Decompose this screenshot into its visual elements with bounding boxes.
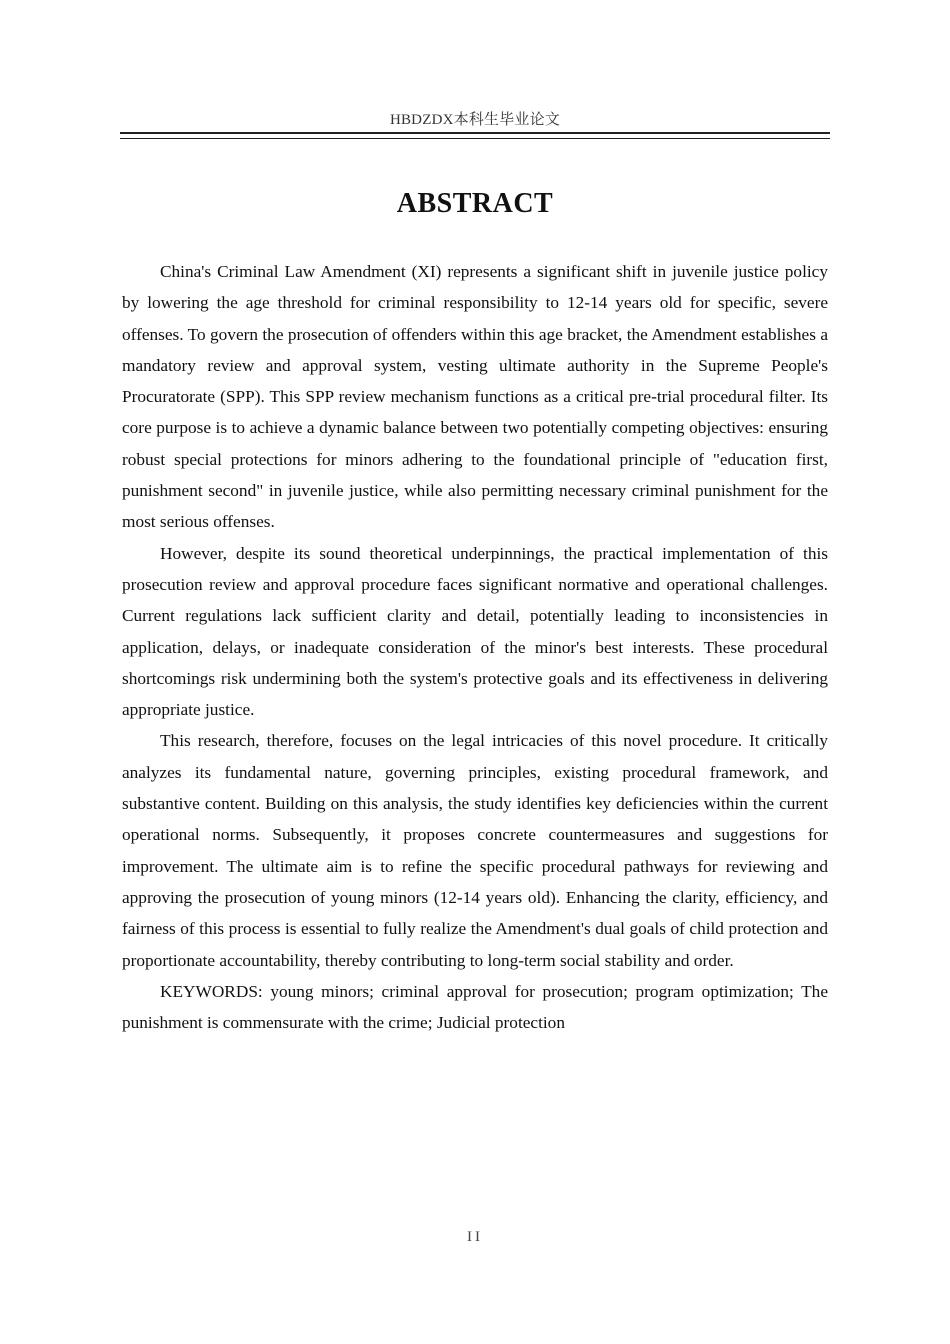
abstract-title: ABSTRACT <box>396 188 554 219</box>
page-header: HBDZDX本科生毕业论文 <box>389 112 561 128</box>
abstract-paragraph-3: This research, therefore, focuses on the legal intricacies of this novel procedure. It critically analyzes its fundamental nature, governing principles, existing procedural framework, and substantive content. Building on this analysis, the study identifies key deficiencies within the current operational norms. Subsequently, it proposes concrete countermeasures and suggestions for improvement. The ultimate aim is to refine the specific procedural pathways for reviewing and approving the prosecution of young minors (12-14 years old). Enhancing the clarity, efficiency, and fairness of this process is essential to fully realize the Amendment's dual goals of child protection and proportionate accountability, thereby contributing to long-term social stability and order. <box>122 731 828 970</box>
header-divider <box>120 132 830 139</box>
abstract-paragraph-1: China's Criminal Law Amendment (XI) represents a significant shift in juvenile justice policy by lowering the age threshold for criminal responsibility to 12-14 years old for specific, severe offenses. To govern the prosecution of offenders within this age bracket, the Amendment establishes a mandatory review and approval system, vesting ultimate authority in the Supreme People's Procuratorate (SPP). This SPP review mechanism functions as a critical pre-trial procedural filter. Its core purpose is to achieve a dynamic balance between two potentially competing objectives: ensuring robust special protections for minors adhering to the foundational principle of "education first, punishment second" in juvenile justice, while also permitting necessary criminal punishment for the most serious offenses. <box>122 262 828 532</box>
abstract-paragraph-2: However, despite its sound theoretical underpinnings, the practical implementation of this prosecution review and approval procedure faces significant normative and operational challenges. Current regulations lack sufficient clarity and detail, potentially leading to inconsistencies in application, delays, or inadequate consideration of the minor's best interests. These procedural shortcomings risk undermining both the system's protective goals and its effectiveness in delivering appropriate justice. <box>122 543 828 720</box>
keywords-paragraph: KEYWORDS: young minors; criminal approval for prosecution; program optimization; The punishment is commensurate with the crime; Judicial protection <box>122 981 828 1033</box>
abstract-body <box>122 256 828 1038</box>
page-number: II <box>467 1229 483 1245</box>
